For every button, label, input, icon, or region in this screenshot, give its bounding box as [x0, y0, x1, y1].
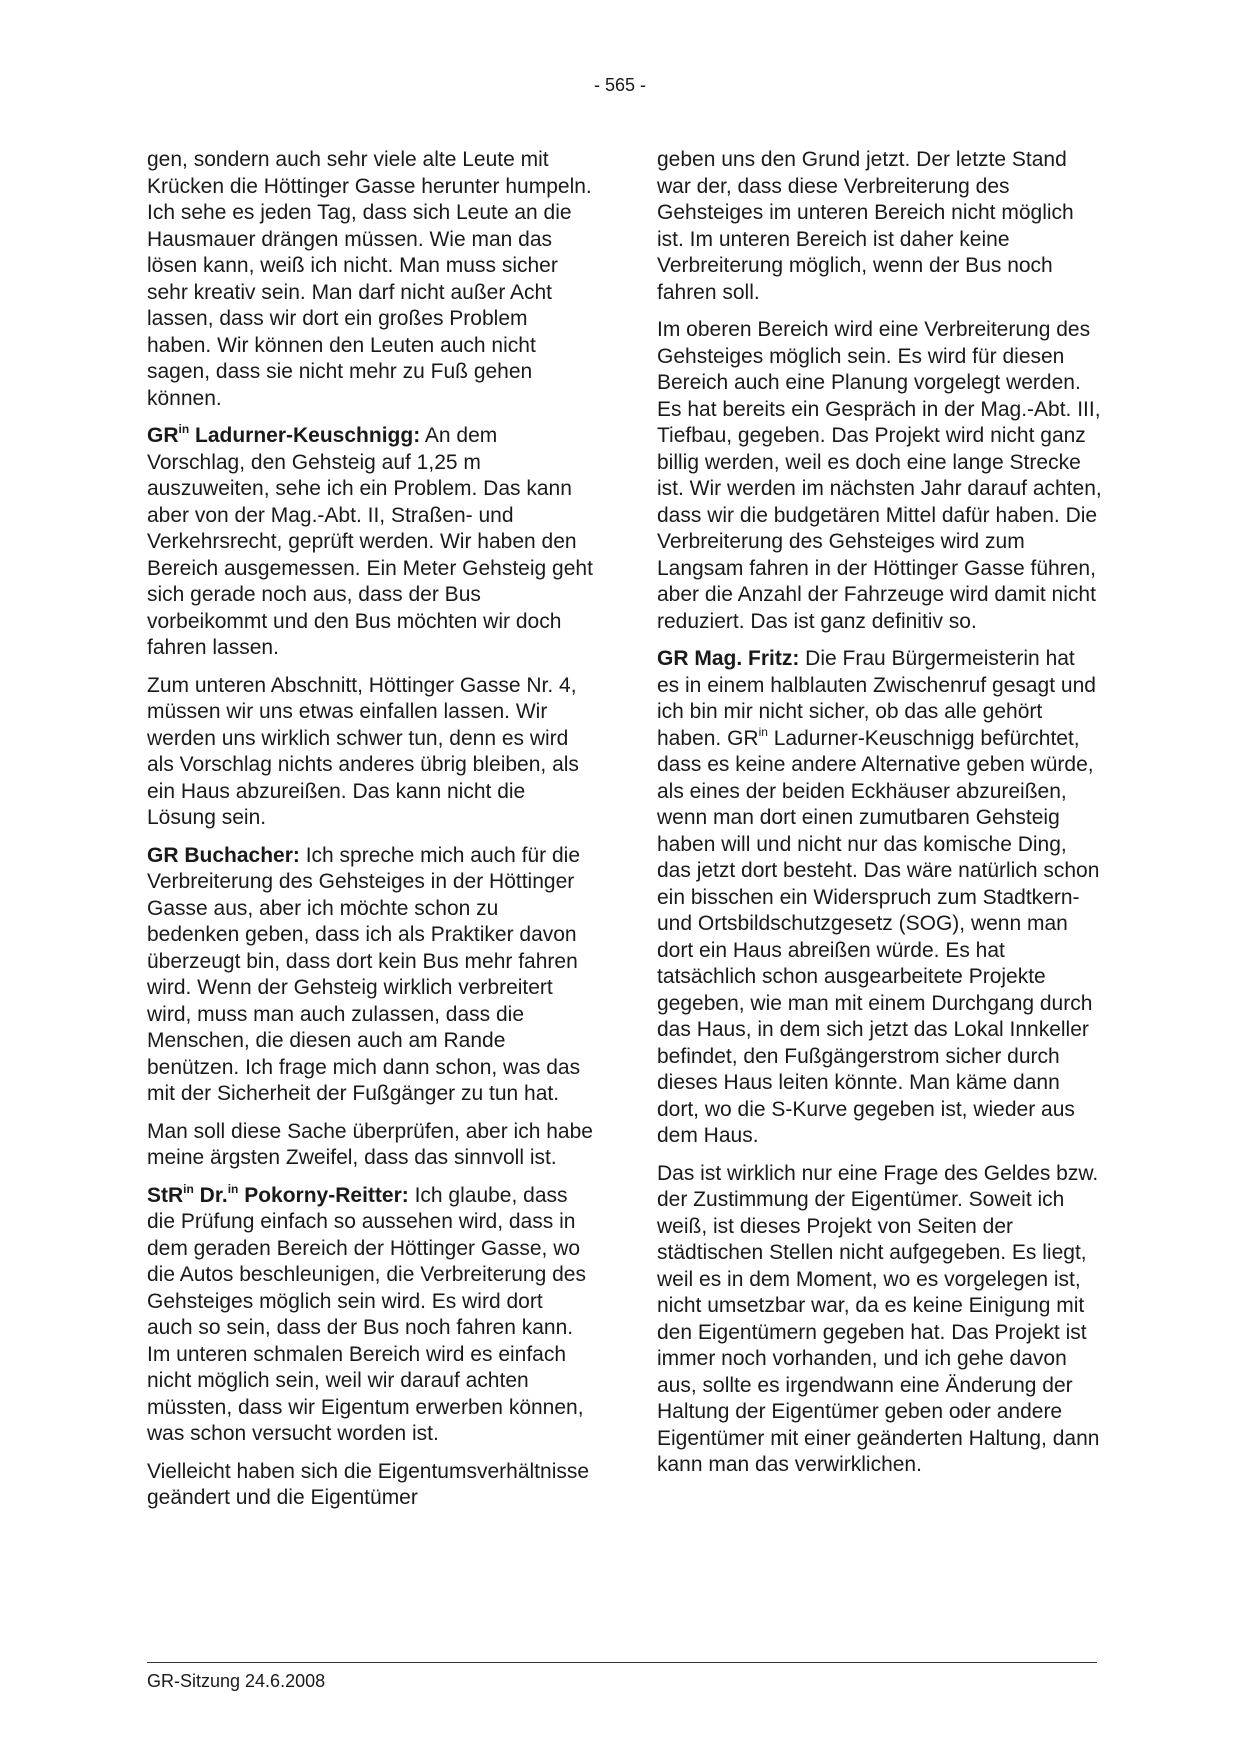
paragraph: Zum unteren Abschnitt, Höttinger Gasse Nr. 4, müssen wir uns etwas einfallen lassen. Wir werden uns wirklich schwer tun, denn es wird als Vorschlag nichts anderes übrig bleiben, als ein Haus abzureißen. Das kann nicht die Lösung sein.: [147, 673, 579, 829]
paragraph: gen, sondern auch sehr viele alte Leute mit Krücken die Höttinger Gasse herunter humpeln. Ich sehe es jeden Tag, dass sich Leute an die Hausmauer drängen müssen. Wie man das lösen kann, weiß ich nicht. Man muss sicher sehr kreativ sein. Man darf nicht außer Acht lassen, dass wir dort ein großes Problem haben. Wir können den Leuten auch nicht sagen, dass sie nicht mehr zu Fuß gehen können.: [147, 148, 592, 410]
speech-fritz: [657, 646, 1102, 1150]
speaker-name: StR$^{in}$ Dr.$^{in}$ Pokorny-Reitter:: [147, 1181, 409, 1207]
speech-text: An dem Vorschlag, den Gehsteig auf 1,25 m auszuweiten, sehe ich ein Problem. Das kann aber von der Mag.-Abt. II, Straßen- und Verkehrsrecht, geprüft werden. Wir haben den Bereich ausgemessen. Ein Meter Gehsteig geht sich gerade noch aus, dass der Bus vorbeikommt und den Bus möchten wir doch fahren lassen.: [147, 424, 593, 659]
left-column: [147, 147, 593, 1523]
footer-text: GR-Sitzung 24.6.2008: [147, 1671, 326, 1691]
footer-rule: [147, 1662, 1097, 1663]
speech-buchacher: [147, 843, 593, 1108]
paragraph: Man soll diese Sache überprüfen, aber ich habe meine ärgsten Zweifel, dass das sinnvoll ist.: [147, 1119, 593, 1169]
speech-text: Ich spreche mich auch für die Verbreiterung des Gehsteiges in der Höttinger Gasse aus, aber ich möchte schon zu bedenken geben, dass ich als Praktiker davon überzeugt bin, dass dort kein Bus mehr fahren wird. Wenn der Gehsteig wirklich verbreitert wird, muss man auch zulassen, dass die Menschen, die diesen auch am Rande benützen. Ich frage mich dann schon, was das mit der Sicherheit der Fußgänger zu tun hat.: [147, 843, 581, 1105]
speaker-name: GR Mag. Fritz:: [657, 647, 800, 670]
speech-text: Ich glaube, dass die Prüfung einfach so aussehen wird, dass in dem geraden Bereich der Höttinger Gasse, wo die Autos beschleunigen, die Verbreiterung des Gehsteiges möglich sein wird. Es wird dort auch so sein, dass der Bus noch fahren kann. Im unteren schmalen Bereich wird es einfach nicht möglich sein, weil wir darauf achten müssten, dass wir Eigentum erwerben können, was schon versucht worden ist.: [147, 1183, 586, 1445]
paragraph: Das ist wirklich nur eine Frage des Geldes bzw. der Zustimmung der Eigentümer. Soweit ich weiß, ist dieses Projekt von Seiten der städtischen Stellen nicht aufgegeben. Es liegt, weil es in dem Moment, wo es vorgelegen ist, nicht umsetzbar war, da es keine Einigung mit den Eigentümern gegeben hat. Das Projekt ist immer noch vorhanden, und ich gehe davon aus, sollte es irgendwann eine Änderung der Haltung der Eigentümer geben oder andere Eigentümer mit einer geänderten Haltung, dann kann man das verwirklichen.: [657, 1161, 1100, 1476]
page-number: - 565 -: [593, 75, 647, 95]
speaker-name: $GR^{in}$ Ladurner-Keuschnigg:: [147, 422, 421, 447]
speech-text: Die Frau Bürgermeisterin hat es in einem halblauten Zwischenruf gesagt und ich bin mir nicht sicher, ob das alle gehört haben. GR: [657, 647, 1096, 750]
speaker-name: GR Buchacher:: [147, 843, 300, 867]
paragraph: Im oberen Bereich wird eine Verbreiterung des Gehsteiges möglich sein. Es wird für diesen Bereich auch eine Planung vorgelegt werden. Es hat bereits ein Gespräch in der Mag.-Abt. III, Tiefbau, gegeben. Das Projekt wird nicht ganz billig werden, weil es doch eine lange Strecke ist. Wir werden im nächsten Jahr darauf achten, dass wir die budgetären Mittel dafür haben. Die Verbreiterung des Gehsteiges wird zum Langsam fahren in der Höttinger Gasse führen, aber die Anzahl der Fahrzeuge wird damit nicht reduziert. Das ist ganz definitiv so.: [657, 318, 1102, 633]
right-column: [657, 147, 1102, 1490]
superscript: in: [758, 724, 768, 739]
speech-text: Ladurner-Keuschnigg befürchtet, dass es keine andere Alternative geben würde, als eines der beiden Eckhäuser abzureißen, wenn man dort einen zumutbaren Gehsteig haben will und nicht nur das komische Ding, das jetzt dort besteht. Das wäre natürlich schon ein bisschen ein Widerspruch zum Stadtkern- und Ortsbildschutzgesetz (SOG), wenn man dort ein Haus abreißen würde. Es hat tatsächlich schon ausgearbeitete Projekte gegeben, wie man mit einem Durchgang durch das Haus, in dem sich jetzt das Lokal Innkeller befindet, den Fußgängerstrom sicher durch dieses Haus leiten könnte. Man käme dann dort, wo die S-Kurve gegeben ist, wieder aus dem Haus.: [657, 726, 1100, 1147]
speech-ladurner-keuschnigg: [147, 423, 593, 662]
paragraph: Vielleicht haben sich die Eigentumsverhältnisse geändert und die Eigentümer: [147, 1459, 590, 1509]
paragraph: geben uns den Grund jetzt. Der letzte Stand war der, dass diese Verbreiterung des Gehsteiges im unteren Bereich nicht möglich ist. Im unteren Bereich ist daher keine Verbreiterung möglich, wenn der Bus noch fahren soll.: [657, 148, 1074, 304]
speech-pokorny-reitter: [147, 1183, 593, 1448]
